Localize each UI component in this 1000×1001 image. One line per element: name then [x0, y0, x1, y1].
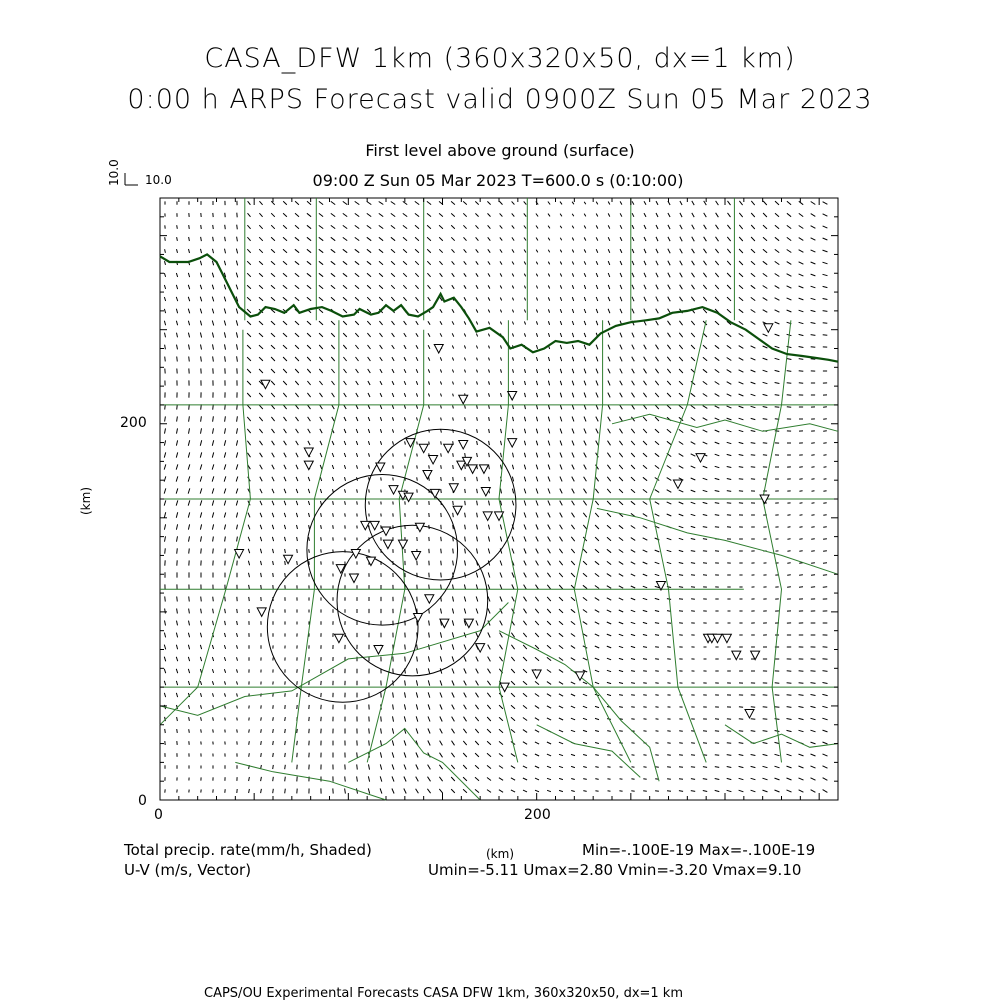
- station-marker: [374, 646, 383, 655]
- station-marker: [449, 484, 458, 493]
- station-marker: [696, 454, 705, 463]
- station-marker: [419, 444, 428, 453]
- county-line: [612, 414, 838, 431]
- title-line-1: CASA_DFW 1km (360x320x50, dx=1 km): [204, 43, 796, 74]
- station-marker: [425, 595, 434, 604]
- wind-vectors: [164, 201, 827, 794]
- station-marker: [376, 463, 385, 472]
- y-tick-0: 0: [138, 793, 147, 809]
- county-line: [574, 320, 631, 762]
- station-marker: [532, 670, 541, 679]
- station-marker: [751, 651, 760, 660]
- station-marker: [745, 709, 754, 718]
- station-marker: [764, 324, 773, 333]
- title-line-2: 0:00 h ARPS Forecast valid 0900Z Sun 05 Mar 2023: [127, 84, 873, 115]
- station-marker: [434, 345, 443, 354]
- station-marker: [459, 440, 468, 449]
- station-marker: [464, 619, 473, 628]
- station-marker: [370, 521, 379, 530]
- y-axis-label: (km): [79, 486, 93, 515]
- ref-vector-horizontal-label: 10.0: [145, 173, 172, 187]
- county-line: [367, 330, 424, 763]
- station-marker: [398, 540, 407, 549]
- time-label: 09:00 Z Sun 05 Mar 2023 T=600.0 s (0:10:00): [312, 171, 684, 190]
- station-marker: [732, 651, 741, 660]
- county-line: [763, 320, 791, 762]
- state-border-red-river: [160, 254, 838, 361]
- radar-ring: [365, 429, 516, 580]
- station-marker: [479, 465, 488, 474]
- x-tick-0: 0: [154, 807, 163, 823]
- station-marker: [483, 512, 492, 521]
- station-marker: [304, 461, 313, 470]
- credits: CAPS/OU Experimental Forecasts CASA DFW 1km, 360x320x50, dx=1 km: [204, 986, 684, 1001]
- station-marker: [673, 480, 682, 489]
- station-marker: [257, 608, 266, 617]
- ref-vector-vertical-label: 10.0: [107, 159, 121, 186]
- station-marker: [383, 540, 392, 549]
- county-line: [292, 320, 339, 762]
- station-marker: [304, 448, 313, 457]
- station-marker: [656, 582, 665, 591]
- station-marker: [508, 392, 517, 401]
- precip-range: Min=-.100E-19 Max=-.100E-19: [582, 841, 816, 859]
- wind-range: Umin=-5.11 Umax=2.80 Vmin=-3.20 Vmax=9.10: [428, 861, 802, 879]
- y-tick-200: 200: [120, 415, 147, 431]
- station-marker: [334, 634, 343, 643]
- station-marker: [459, 395, 468, 404]
- station-marker: [722, 634, 731, 643]
- station-marker: [423, 471, 432, 480]
- station-marker: [453, 506, 462, 514]
- station-marker: [366, 557, 375, 566]
- x-axis-label: (km): [486, 847, 515, 861]
- county-line: [725, 725, 838, 748]
- station-marker: [508, 439, 517, 448]
- radar-ring: [267, 552, 418, 703]
- county-line: [160, 603, 508, 716]
- station-marker: [468, 465, 477, 474]
- level-label: First level above ground (surface): [365, 141, 635, 160]
- county-line: [597, 508, 838, 574]
- station-marker: [404, 493, 413, 502]
- station-marker: [389, 486, 398, 495]
- station-marker: [412, 551, 421, 560]
- county-line: [650, 320, 707, 762]
- station-marker: [429, 455, 438, 464]
- state-border-line: [160, 254, 838, 361]
- wind-label: U-V (m/s, Vector): [124, 861, 252, 879]
- precip-label: Total precip. rate(mm/h, Shaded): [124, 841, 372, 859]
- county-line: [235, 762, 386, 800]
- station-marker: [444, 444, 453, 453]
- station-marker: [349, 574, 358, 583]
- x-tick-200: 200: [524, 807, 551, 823]
- wind-vector-field: [164, 201, 827, 794]
